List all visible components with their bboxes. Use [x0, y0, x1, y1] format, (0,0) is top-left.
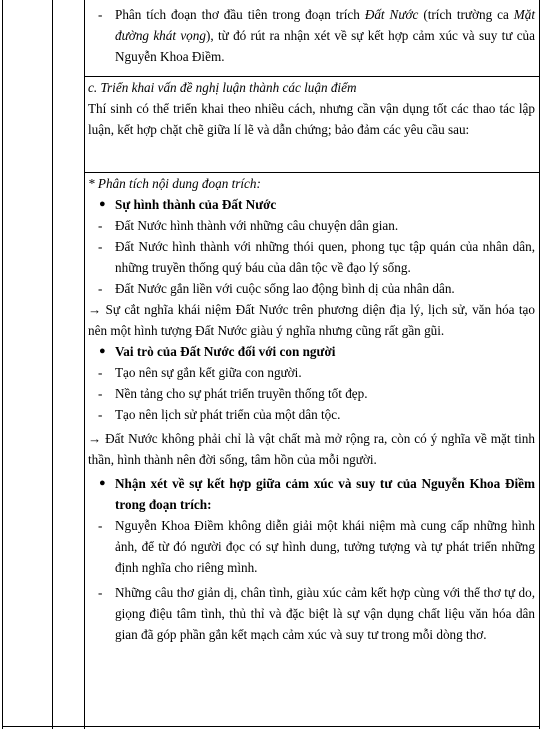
point-2-title: [88, 341, 535, 362]
list-item: [88, 404, 535, 425]
item-text: Nguyễn Khoa Điềm không diễn giải một khái niệm mà cung cấp những hình ảnh, để từ đó người đọc có sự hình dung, tưởng tượng và tự phát triển những định nghĩa cho riêng mình.: [115, 518, 535, 575]
section-c-block: [88, 77, 535, 140]
dash-marker: -: [98, 7, 103, 22]
bullet-icon: ●: [99, 477, 106, 489]
table-column-divider-1: [52, 0, 53, 729]
item-text: Đất Nước gắn liền với cuộc sống lao động bình dị của nhân dân.: [115, 281, 455, 296]
point-1-conclusion: → Sự cắt nghĩa khái niệm Đất Nước trên phương diện địa lý, lịch sử, văn hóa tạo nên một hình tượng Đất Nước giàu ý nghĩa nhưng cũng rất gần gũi.: [88, 302, 535, 338]
dash-marker: -: [98, 365, 103, 380]
item-text: Tạo nên lịch sử phát triển của một dân tộc.: [115, 407, 341, 422]
list-item: [88, 383, 535, 404]
section-c-intro: Thí sinh có thể triển khai theo nhiều cách, nhưng cần vận dụng tốt các thao tác lập luận, kết hợp chặt chẽ giữa lí lẽ và dẫn chứng; bảo đảm các yêu cầu sau:: [88, 101, 535, 137]
list-item: [88, 362, 535, 383]
dash-marker: -: [98, 407, 103, 422]
bullet-icon: ●: [99, 198, 106, 210]
item-text: Những câu thơ giản dị, chân tình, giàu xúc cảm kết hợp cùng với thể thơ tự do, giọng điệu tâm tình, thủ thỉ và đặc biệt là sự vận dụng chất liệu văn hóa dân gian đã góp phần gắn kết mạch cảm xúc và suy tư trong mỗi dòng thơ.: [115, 585, 535, 642]
table-border-bottom: [2, 726, 540, 727]
list-item: [88, 215, 535, 236]
dash-marker: -: [98, 239, 103, 254]
item-text: ), từ đó rút ra nhận xét về sự kết hợp cảm xúc và suy tư của Nguyễn Khoa Điềm.: [115, 28, 535, 64]
item-text: (trích trường ca: [418, 7, 514, 22]
analysis-block: [88, 173, 535, 645]
dash-marker: -: [98, 386, 103, 401]
point-2-conclusion: → Đất Nước không phải chỉ là vật chất mà mở rộng ra, còn có ý nghĩa về mặt tinh thần, hình thành nên đời sống, tâm hồn của mỗi người.: [88, 431, 535, 467]
dash-marker: -: [98, 218, 103, 233]
item-text: Tạo nên sự gắn kết giữa con người.: [115, 365, 302, 380]
table-border-right: [539, 0, 540, 729]
bullet-icon: ●: [99, 345, 106, 357]
dash-marker: -: [98, 281, 103, 296]
dash-marker: -: [98, 518, 103, 533]
list-item: [88, 515, 535, 578]
item-text: Nền tảng cho sự phát triển truyền thống tốt đẹp.: [115, 386, 368, 401]
epic-title: Mặt đường khát vọng: [115, 7, 535, 43]
section-c-heading: c. Triển khai vấn đề nghị luận thành các luận điểm: [88, 80, 357, 95]
list-item: [88, 236, 535, 278]
point-title-text: Sự hình thành của Đất Nước: [115, 197, 277, 212]
point-title-text: Vai trò của Đất Nước đối với con người: [115, 344, 336, 359]
work-title: Đất Nước: [364, 7, 419, 22]
list-item: [88, 582, 535, 645]
item-text: Đất Nước hình thành với những thói quen, phong tục tập quán của nhân dân, những truyền thống quý báu của dân tộc về đạo lý sống.: [115, 239, 535, 275]
list-item: [88, 4, 535, 67]
point-3-title: [88, 473, 535, 515]
item-text: Phân tích đoạn thơ đầu tiên trong đoạn trích: [115, 7, 365, 22]
analysis-heading: * Phân tích nội dung đoạn trích:: [88, 176, 261, 191]
dash-marker: -: [98, 585, 103, 600]
table-column-divider-2: [84, 0, 85, 729]
point-title-text: Nhận xét về sự kết hợp giữa cảm xúc và suy tư của Nguyễn Khoa Điềm trong đoạn trích:: [115, 476, 535, 512]
list-item: [88, 278, 535, 299]
table-border-left: [2, 0, 3, 729]
item-text: Đất Nước hình thành với những câu chuyện dân gian.: [115, 218, 399, 233]
top-item-block: [88, 4, 535, 67]
point-1-title: [88, 194, 535, 215]
